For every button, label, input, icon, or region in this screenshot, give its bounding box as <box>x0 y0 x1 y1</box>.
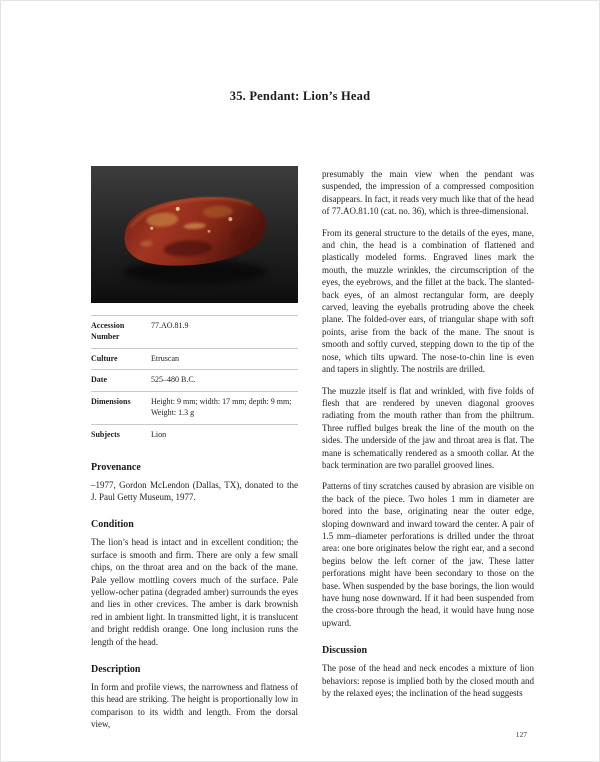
table-row <box>91 392 298 425</box>
body-paragraph: Patterns of tiny scratches caused by abrasion are visible on the back of the piece. Two holes 1 mm in diameter are bored into the base, originating near the outer edge, sloping downward and inward toward the center. A pair of 1.5 mm–diameter perforations is drilled under the throat area: one bore originates below the right ear, and a second begins below the left corner of the jaw. These latter perforations might have been secondary to those on the base. When suspended by the base borings, the lion would have hung nose downward. If it had been suspended from the cross-bore through the head, it would have hung nose upward. <box>322 481 534 628</box>
two-column-layout <box>91 166 599 740</box>
meta-value: Height: 9 mm; width: 17 mm; depth: 9 mm; Weight: 1.3 g <box>151 397 292 417</box>
section-condition <box>91 519 298 648</box>
page-number: 127 <box>515 730 527 739</box>
section-provenance <box>91 462 298 504</box>
section-heading: Condition <box>91 519 134 531</box>
body-paragraph: presumably the main view when the pendant was suspended, the impression of a compressed composition disappears. In fact, it reads very much like that of the head of 77.AO.81.10 (cat. no. 36), which is three-dimensional. <box>322 169 534 217</box>
section-paragraph: In form and profile views, the narrowness and flatness of this head are striking. The height is proportionally low in comparison to its width and length. From the dorsal view, <box>91 682 298 730</box>
table-row <box>91 348 298 370</box>
meta-value: 77.AO.81.9 <box>151 321 189 330</box>
section-paragraph: The lion’s head is intact and in excellent condition; the surface is smooth and firm. There are only a few small chips, on the throat area and on the back of the mane. Pale yellow mottling covers much of the surface. Pale yellow-ocher patina (degraded amber) surrounds the eyes and lies in other crevices. The amber is dark brownish red in ambient light. In transmitted light, it is translucent and bright reddish orange. One long inclusion runs the length of the head. <box>91 537 298 647</box>
section-description <box>91 664 298 731</box>
section-heading: Description <box>91 664 141 676</box>
meta-value: Lion <box>151 429 167 439</box>
left-column <box>91 166 298 740</box>
table-row <box>91 370 298 392</box>
section-paragraph: –1977, Gordon McLendon (Dallas, TX), donated to the J. Paul Getty Museum, 1977. <box>91 479 298 502</box>
section-heading: Provenance <box>91 461 141 473</box>
meta-label: Accession Number <box>91 321 125 341</box>
meta-label: Dimensions <box>91 397 131 407</box>
meta-value: 525–480 B.C. <box>151 375 196 385</box>
meta-value: Etruscan <box>151 353 179 363</box>
right-column <box>322 166 534 740</box>
page-title: 35. Pendant: Lion’s Head <box>229 89 371 103</box>
meta-label: Culture <box>91 353 118 363</box>
section-paragraph: The pose of the head and neck encodes a mixture of lion behaviors: repose is implied both by the closed mouth and by the relaxed eyes; the inclination of the head suggests <box>322 663 534 699</box>
section-discussion <box>322 645 534 699</box>
meta-label: Date <box>91 375 107 385</box>
body-paragraph: From its general structure to the details of the eyes, mane, and chin, the head is a combination of flattened and plastically modeled forms. Engraved lines mark the mouth, the muzzle wrinkles, the circumscription of the eyes, the eyebrows, and the fillet at the back. The slanted-back eyes, of an almost rectangular form, are deeply carved, leaving the eyeballs protruding above the cheek plane. The folded-over ears, of triangular shape with soft points, arise from the back of the mane. The snout is smooth and softly curved, stepping down to the tip of the nose, which tilts upward. The nose-to-chin line is even and tapers in slightly. The nostrils are drilled. <box>322 227 534 375</box>
artifact-photo <box>91 166 298 303</box>
section-heading: Discussion <box>322 645 368 657</box>
meta-label: Subjects <box>91 429 120 439</box>
body-paragraph: The muzzle itself is flat and wrinkled, with five folds of flesh that are rendered by uneven diagonal grooves radiating from the mouth rather than from the philtrum. Three ruffled bulges break the line of the mouth on the sides. The underside of the jaw and throat area is flat. The mane is schematically rendered as a smooth collar. At the back termination are two parallel grooved lines. <box>322 385 534 470</box>
amber-pendant-image <box>91 166 298 303</box>
table-row <box>91 316 298 349</box>
artifact-metadata-table <box>91 315 298 446</box>
table-row <box>91 424 298 445</box>
